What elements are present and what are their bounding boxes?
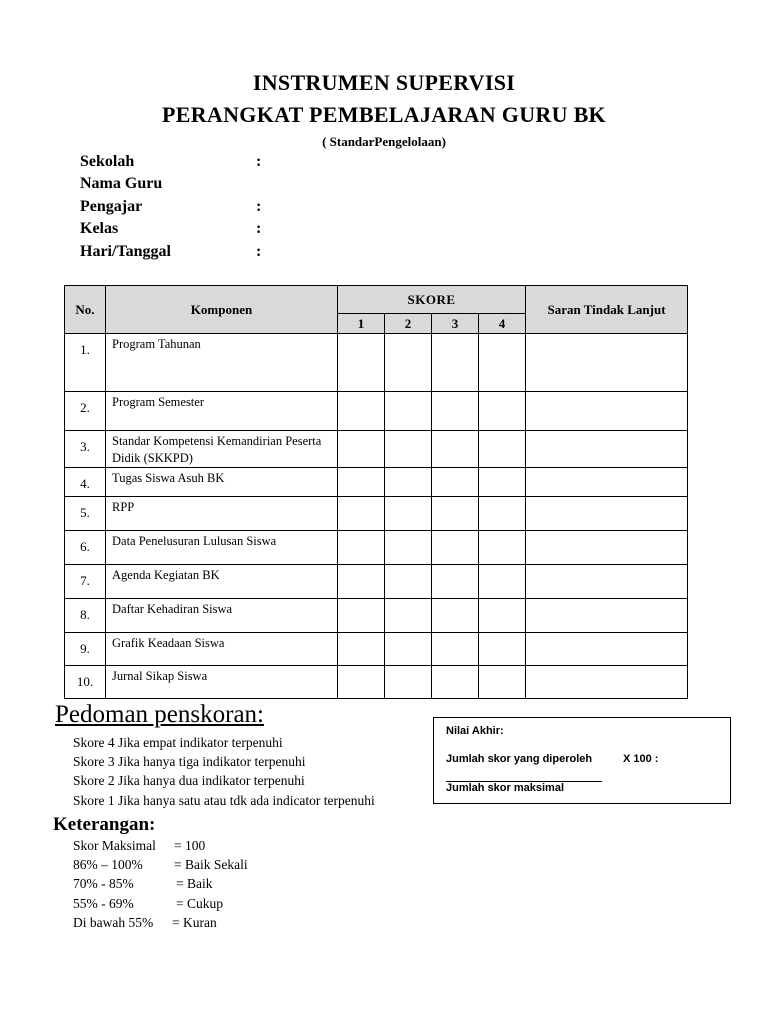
page-subtitle: ( StandarPengelolaan) — [322, 134, 446, 149]
saran-cell[interactable] — [526, 633, 688, 666]
keterangan-title: Keterangan: — [53, 814, 156, 835]
score-header-1: 1 — [338, 314, 385, 334]
score-cell[interactable] — [338, 497, 385, 531]
pedoman-title: Pedoman penskoran: — [55, 701, 264, 728]
table-row — [65, 531, 688, 565]
keterangan-label: 86% – 100% — [73, 857, 143, 872]
page-title-line1: INSTRUMEN SUPERVISI — [252, 70, 516, 95]
col-header-skore: SKORE — [338, 286, 526, 314]
info-colon-hari-tanggal: : — [256, 243, 262, 260]
score-cell[interactable] — [338, 392, 385, 431]
pedoman-line: Skore 4 Jika empat indikator terpenuhi — [73, 735, 283, 750]
table-row — [65, 392, 688, 431]
info-label-nama-guru: Nama Guru — [80, 175, 163, 192]
score-cell[interactable] — [432, 497, 479, 531]
score-cell[interactable] — [479, 565, 526, 599]
nilai-multiplier: X 100 : — [623, 753, 659, 765]
info-label-hari-tanggal: Hari/Tanggal — [80, 243, 171, 260]
col-header-no: No. — [65, 286, 106, 334]
keterangan-value: = Baik Sekali — [174, 857, 248, 872]
nilai-akhir-box — [433, 717, 731, 804]
score-cell[interactable] — [338, 431, 385, 468]
table-row — [65, 334, 688, 392]
keterangan-value: = 100 — [174, 838, 206, 853]
saran-cell[interactable] — [526, 666, 688, 699]
row-number: 2. — [65, 392, 106, 431]
nilai-numerator: Jumlah skor yang diperoleh — [446, 753, 593, 765]
saran-cell[interactable] — [526, 599, 688, 633]
row-komponen: Daftar Kehadiran Siswa — [106, 599, 338, 633]
row-number: 4. — [65, 468, 106, 497]
score-cell[interactable] — [338, 599, 385, 633]
score-cell[interactable] — [479, 599, 526, 633]
score-cell[interactable] — [385, 565, 432, 599]
table-row — [65, 599, 688, 633]
score-cell[interactable] — [338, 666, 385, 699]
score-cell[interactable] — [338, 633, 385, 666]
nilai-denominator: Jumlah skor maksimal — [446, 782, 565, 794]
score-header-4: 4 — [479, 314, 526, 334]
score-cell[interactable] — [338, 468, 385, 497]
table-row — [65, 497, 688, 531]
score-cell[interactable] — [432, 431, 479, 468]
score-cell[interactable] — [432, 565, 479, 599]
saran-cell[interactable] — [526, 565, 688, 599]
score-cell[interactable] — [338, 334, 385, 392]
row-number: 5. — [65, 497, 106, 531]
pedoman-line: Skore 1 Jika hanya satu atau tdk ada indicator terpenuhi — [73, 793, 375, 808]
pedoman-line: Skore 3 Jika hanya tiga indikator terpenuhi — [73, 754, 306, 769]
score-cell[interactable] — [479, 431, 526, 468]
score-cell[interactable] — [432, 468, 479, 497]
score-cell[interactable] — [385, 334, 432, 392]
table-row — [65, 666, 688, 699]
score-cell[interactable] — [385, 497, 432, 531]
row-number: 9. — [65, 633, 106, 666]
score-cell[interactable] — [385, 531, 432, 565]
score-cell[interactable] — [432, 334, 479, 392]
row-number: 7. — [65, 565, 106, 599]
row-number: 1. — [65, 334, 106, 392]
row-komponen: Jurnal Sikap Siswa — [106, 666, 338, 699]
score-cell[interactable] — [385, 468, 432, 497]
score-cell[interactable] — [432, 599, 479, 633]
score-cell[interactable] — [385, 633, 432, 666]
score-cell[interactable] — [385, 431, 432, 468]
score-cell[interactable] — [479, 633, 526, 666]
info-label-kelas: Kelas — [80, 220, 119, 237]
keterangan-value: = Cukup — [176, 896, 223, 911]
score-cell[interactable] — [479, 392, 526, 431]
saran-cell[interactable] — [526, 431, 688, 468]
row-number: 8. — [65, 599, 106, 633]
row-number: 10. — [65, 666, 106, 699]
row-komponen: Agenda Kegiatan BK — [106, 565, 338, 599]
page-title-line2: PERANGKAT PEMBELAJARAN GURU BK — [162, 102, 606, 127]
info-colon-sekolah: : — [256, 153, 262, 170]
score-cell[interactable] — [385, 599, 432, 633]
nilai-title: Nilai Akhir: — [446, 725, 504, 737]
row-komponen: Tugas Siswa Asuh BK — [106, 468, 338, 497]
keterangan-value: = Baik — [176, 876, 213, 891]
table-row — [65, 431, 688, 468]
table-row — [65, 565, 688, 599]
row-number: 6. — [65, 531, 106, 565]
info-colon-kelas: : — [256, 220, 262, 237]
row-komponen: Program Tahunan — [106, 334, 338, 392]
score-cell[interactable] — [338, 531, 385, 565]
score-cell[interactable] — [432, 531, 479, 565]
row-komponen: Data Penelusuran Lulusan Siswa — [106, 531, 338, 565]
saran-cell[interactable] — [526, 334, 688, 392]
info-label-pengajar: Pengajar — [80, 198, 143, 215]
row-komponen: Standar Kompetensi Kemandirian Peserta Didik (SKKPD) — [106, 431, 338, 468]
supervision-table — [64, 285, 688, 699]
keterangan-label: Di bawah 55% — [73, 915, 154, 930]
row-komponen: Program Semester — [106, 392, 338, 431]
score-cell[interactable] — [385, 392, 432, 431]
score-cell[interactable] — [338, 565, 385, 599]
score-cell[interactable] — [479, 334, 526, 392]
row-komponen: RPP — [106, 497, 338, 531]
saran-cell[interactable] — [526, 392, 688, 431]
score-cell[interactable] — [385, 666, 432, 699]
score-cell[interactable] — [479, 497, 526, 531]
keterangan-label: 70% - 85% — [73, 876, 134, 891]
col-header-saran: Saran Tindak Lanjut — [526, 286, 688, 334]
col-header-komponen: Komponen — [106, 286, 338, 334]
score-header-3: 3 — [432, 314, 479, 334]
info-colon-pengajar: : — [256, 198, 262, 215]
table-row — [65, 468, 688, 497]
pedoman-line: Skore 2 Jika hanya dua indikator terpenuhi — [73, 773, 305, 788]
score-cell[interactable] — [479, 468, 526, 497]
keterangan-value: = Kuran — [172, 915, 217, 930]
score-cell[interactable] — [432, 666, 479, 699]
keterangan-label: Skor Maksimal — [73, 838, 156, 853]
saran-cell[interactable] — [526, 468, 688, 497]
row-number: 3. — [65, 431, 106, 468]
row-komponen: Grafik Keadaan Siswa — [106, 633, 338, 666]
score-cell[interactable] — [479, 666, 526, 699]
saran-cell[interactable] — [526, 497, 688, 531]
saran-cell[interactable] — [526, 531, 688, 565]
score-header-2: 2 — [385, 314, 432, 334]
keterangan-label: 55% - 69% — [73, 896, 134, 911]
info-label-sekolah: Sekolah — [80, 153, 135, 170]
score-cell[interactable] — [432, 633, 479, 666]
score-cell[interactable] — [432, 392, 479, 431]
table-row — [65, 633, 688, 666]
score-cell[interactable] — [479, 531, 526, 565]
